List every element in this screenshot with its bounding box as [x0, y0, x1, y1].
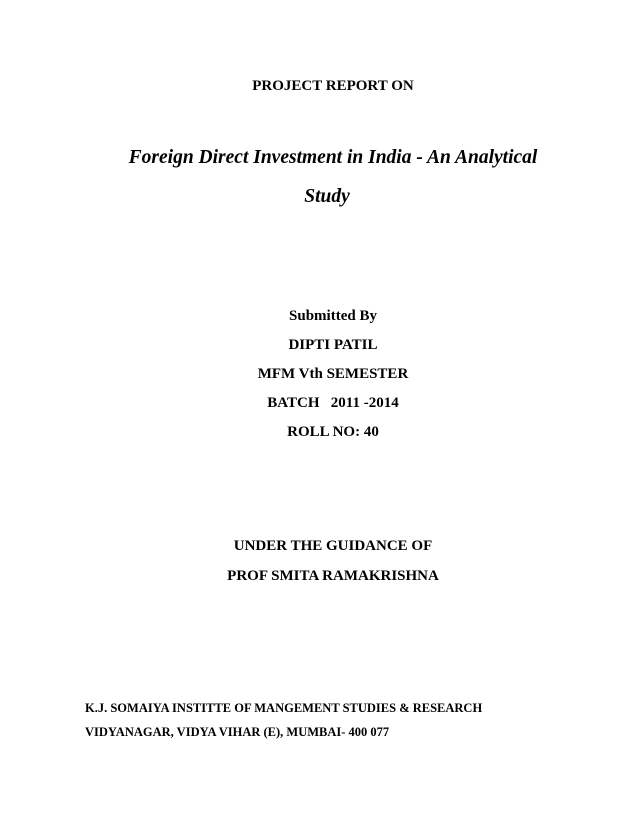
report-title-line-1: Foreign Direct Investment in India - An Analytical	[128, 147, 538, 168]
guide-name: PROF SMITA RAMAKRISHNA	[227, 568, 439, 584]
student-name: DIPTI PATIL	[288, 337, 378, 353]
roll-number: ROLL NO: 40	[287, 424, 379, 440]
report-heading: PROJECT REPORT ON	[252, 78, 414, 94]
report-title-line-2: Study	[304, 186, 350, 207]
institute-name: K.J. SOMAIYA INSTITTE OF MANGEMENT STUDIES & RESEARCH	[85, 701, 483, 715]
program-semester: MFM Vth SEMESTER	[257, 366, 409, 382]
institute-address: VIDYANAGAR, VIDYA VIHAR (E), MUMBAI- 400 077	[85, 725, 390, 739]
guidance-label: UNDER THE GUIDANCE OF	[233, 538, 433, 554]
batch-years: BATCH 2011 -2014	[267, 395, 399, 411]
submitted-by-label: Submitted By	[289, 308, 377, 324]
